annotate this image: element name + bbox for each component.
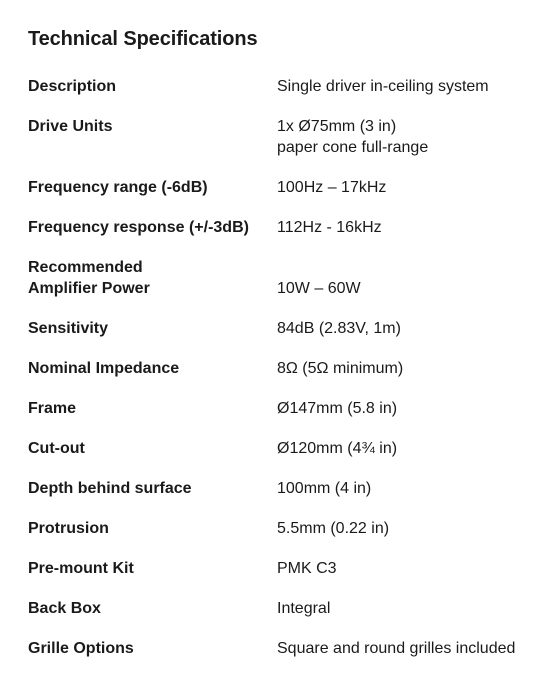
spec-value: 112Hz - 16kHz: [277, 219, 382, 236]
spec-row-frequency-response: [28, 217, 538, 257]
spec-value: Square and round grilles included: [277, 640, 516, 657]
spec-value: 8Ω (5Ω minimum): [277, 360, 404, 377]
spec-value: 84dB (2.83V, 1m): [277, 320, 401, 337]
spec-value: Ø120mm (4¾ in): [277, 440, 398, 457]
spec-row-amplifier-power: [28, 257, 538, 318]
spec-row-frequency-range: [28, 177, 538, 217]
spec-value: Single driver in-ceiling system: [277, 78, 489, 95]
spec-label: Grille Options: [28, 640, 134, 657]
spec-row-grille-options: [28, 638, 538, 678]
spec-row-nominal-impedance: [28, 358, 538, 398]
spec-value: 1x Ø75mm (3 in) paper cone full-range: [277, 118, 429, 156]
page-title: Technical Specifications: [28, 28, 258, 50]
spec-label: Cut-out: [28, 440, 85, 457]
spec-value: Ø147mm (5.8 in): [277, 400, 398, 417]
spec-row-pre-mount-kit: [28, 558, 538, 598]
spec-label: Sensitivity: [28, 320, 109, 337]
spec-label: Description: [28, 78, 117, 95]
spec-value: 100Hz – 17kHz: [277, 179, 387, 196]
spec-label: Frequency response (+/-3dB): [28, 219, 249, 236]
spec-row-drive-units: [28, 116, 538, 177]
spec-row-frame: [28, 398, 538, 438]
spec-table: [28, 76, 538, 678]
spec-row-cut-out: [28, 438, 538, 478]
spec-label: Frame: [28, 400, 77, 417]
spec-value: 100mm (4 in): [277, 480, 372, 497]
spec-row-description: [28, 76, 538, 116]
spec-row-sensitivity: [28, 318, 538, 358]
spec-value: Integral: [277, 600, 331, 617]
spec-value: 5.5mm (0.22 in): [277, 520, 390, 537]
spec-row-depth: [28, 478, 538, 518]
spec-row-back-box: [28, 598, 538, 638]
spec-label: Depth behind surface: [28, 480, 192, 497]
spec-label: Recommended Amplifier Power: [28, 259, 150, 297]
spec-label: Nominal Impedance: [28, 360, 180, 377]
spec-value: 10W – 60W: [277, 280, 361, 297]
spec-label: Back Box: [28, 600, 101, 617]
spec-value: PMK C3: [277, 560, 337, 577]
spec-label: Drive Units: [28, 118, 113, 135]
spec-label: Frequency range (-6dB): [28, 179, 208, 196]
spec-label: Protrusion: [28, 520, 109, 537]
spec-label: Pre-mount Kit: [28, 560, 134, 577]
spec-row-protrusion: [28, 518, 538, 558]
